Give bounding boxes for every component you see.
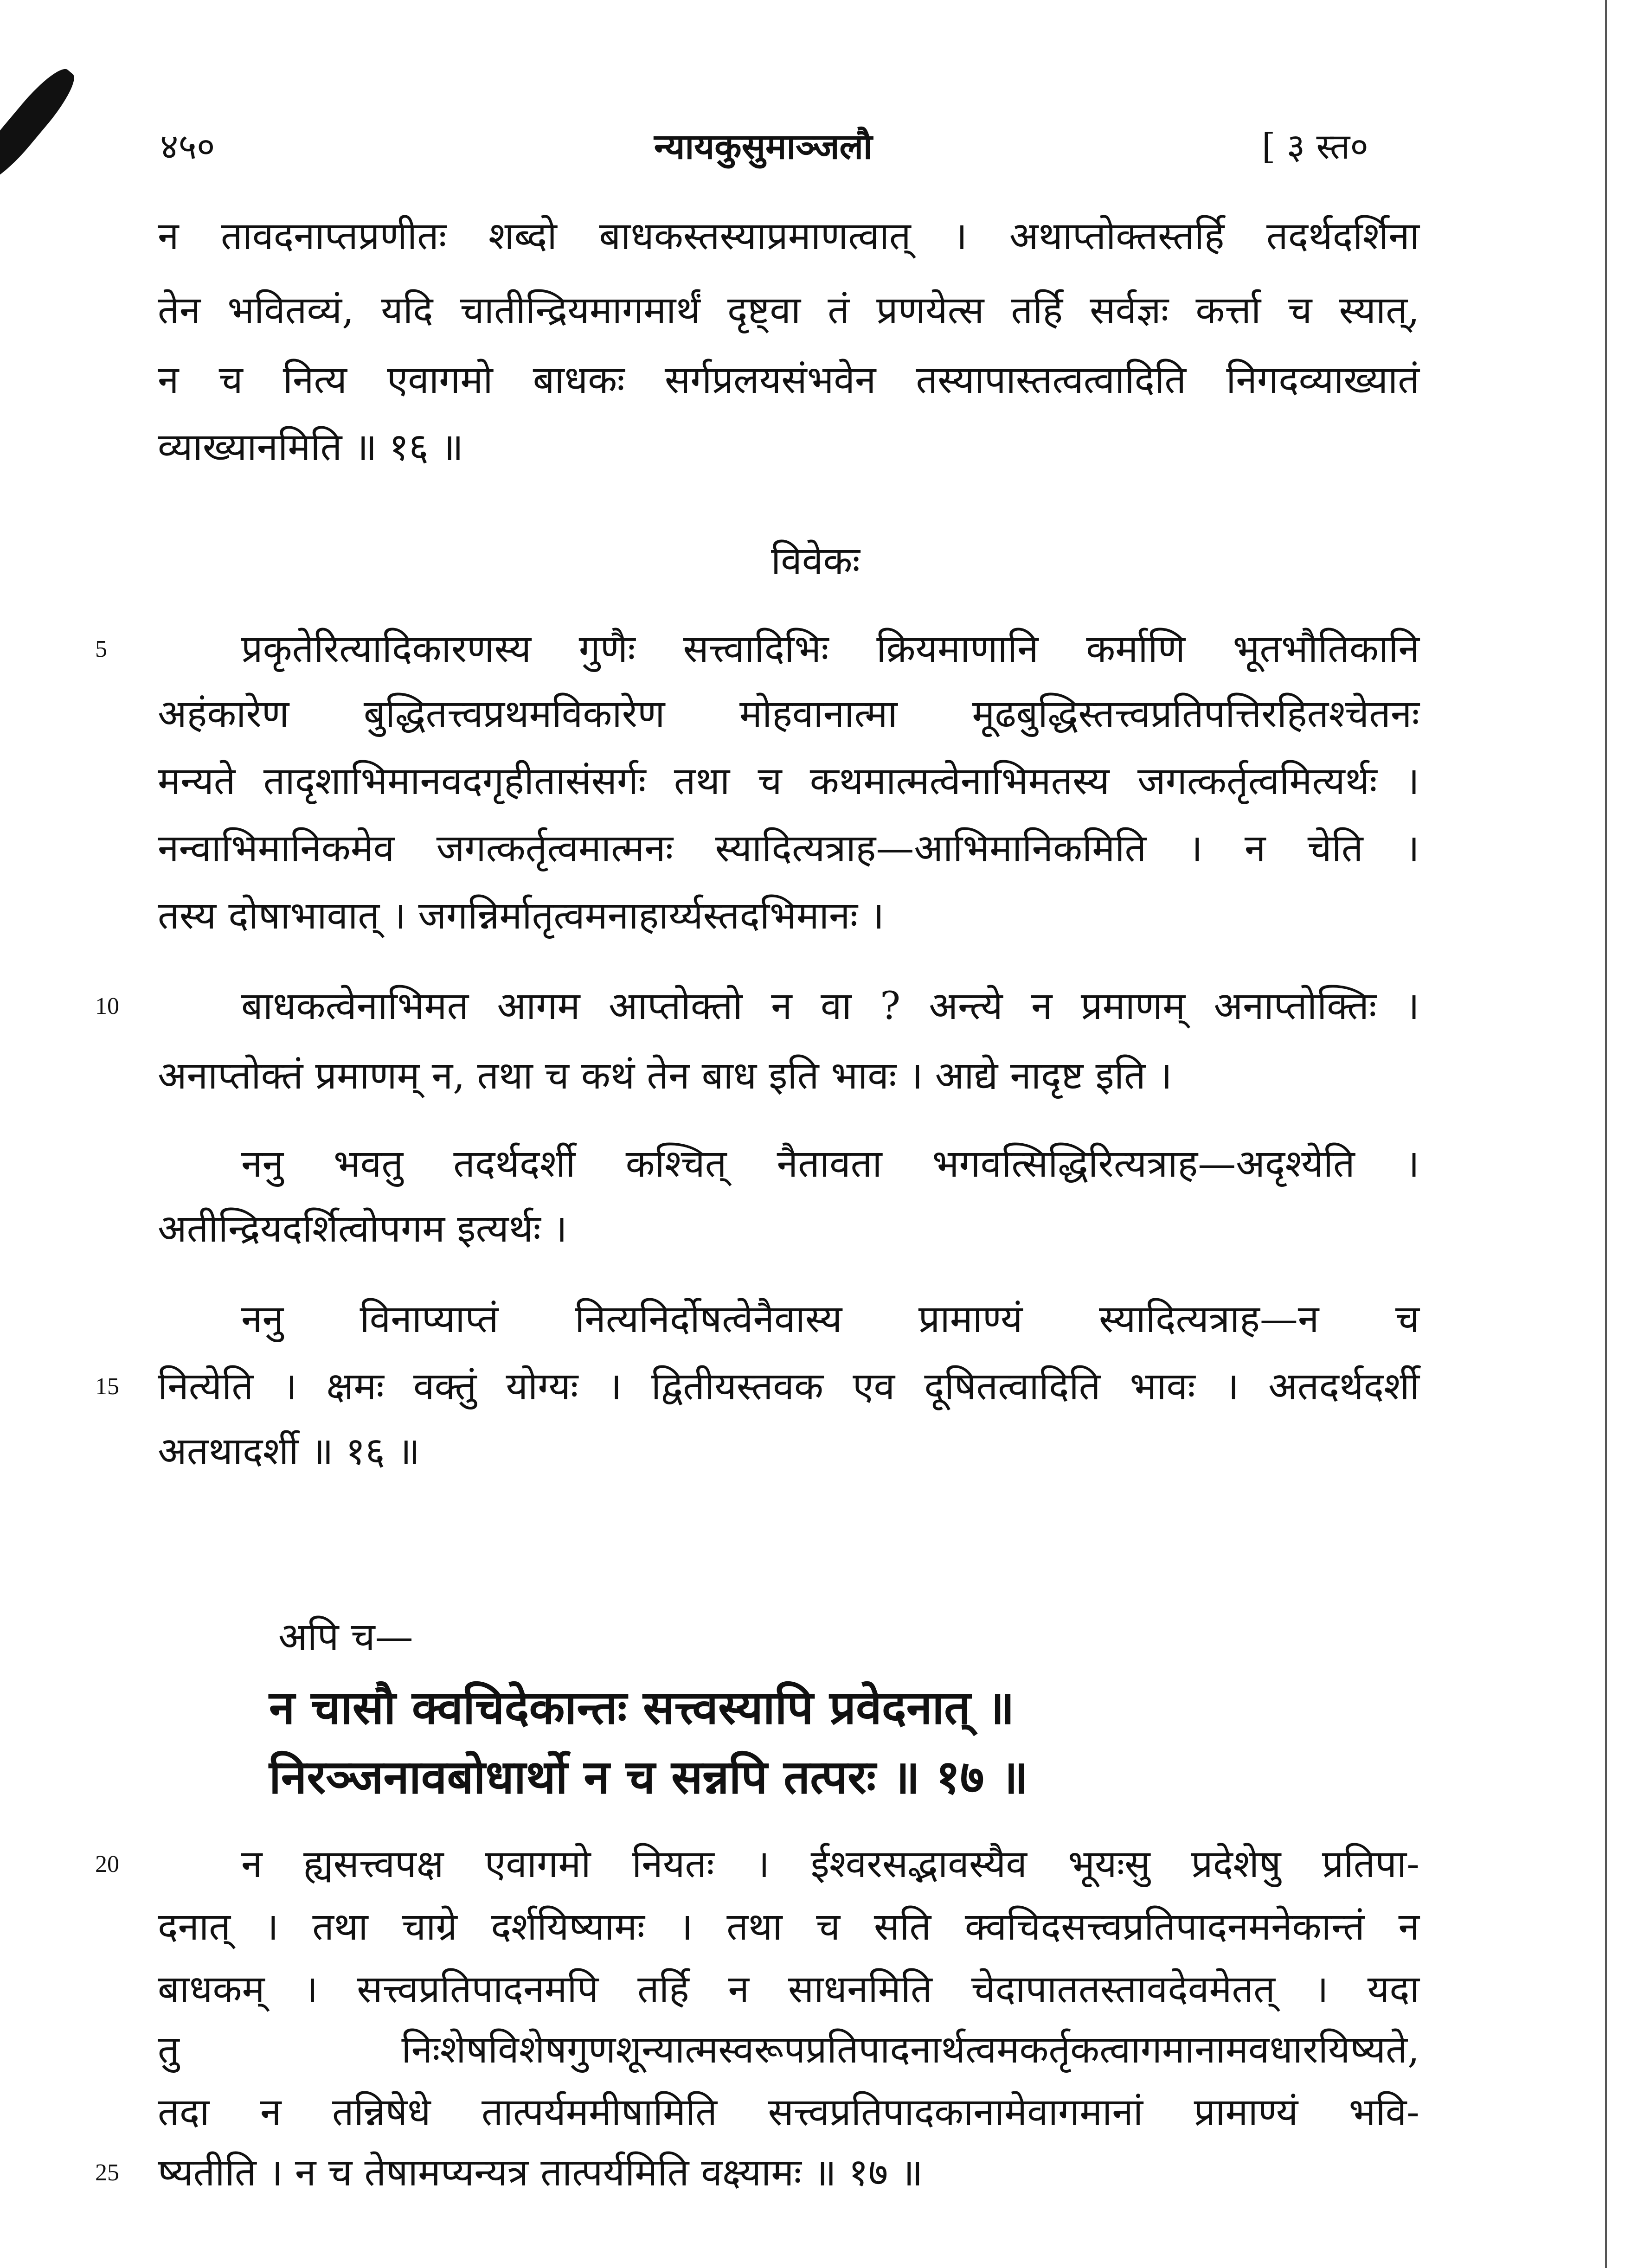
commentary-line: तु निःशेषविशेषगुणशून्यात्मस्वरूपप्रतिपादनार्थत्वमकर्तृकत्वागमानामवधारयिष्यते,: [158, 2028, 1419, 2072]
commentary-line: दनात् । तथा चाग्रे दर्शयिष्यामः । तथा च सति क्वचिदसत्त्वप्रतिपादनमनेकान्तं न: [158, 1905, 1419, 1949]
viveka-line: बाधकत्वेनाभिमत आगम आप्तोक्तो न वा ? अन्त्ये न प्रमाणम् अनाप्तोक्तिः ।: [241, 984, 1419, 1028]
commentary-line: न ह्यसत्त्वपक्ष एवागमो नियतः । ईश्वरसद्भावस्यैव भूयःसु प्रदेशेषु प्रतिपा-: [241, 1842, 1419, 1886]
viveka-line: मन्यते तादृशाभिमानवदगृहीतासंसर्गः तथा च कथमात्मत्वेनाभिमतस्य जगत्कर्तृत्वमित्यर्थः ।: [158, 759, 1419, 803]
commentary-line: न च नित्य एवागमो बाधकः सर्गप्रलयसंभवेन तस्यापास्तत्वत्वादिति निगदव्याख्यातं: [158, 358, 1419, 402]
page-number: ४५०: [160, 126, 215, 167]
verse-line-2: निरञ्जनावबोधार्थो न च सन्नपि तत्परः ॥ १७ ॥: [269, 1749, 1028, 1804]
section-marker: [ ३ स्त०: [1262, 126, 1368, 167]
viveka-line: ननु विनाप्याप्तं नित्यनिर्दोषत्वेनैवास्य प्रामाण्यं स्यादित्यत्राह—न च: [241, 1297, 1419, 1341]
viveka-line: नित्येति । क्षमः वक्तुं योग्यः । द्वितीयस्तवक एव दूषितत्वादिति भावः । अतदर्थदर्शी: [158, 1365, 1419, 1409]
api-cha-label: अपि च—: [278, 1615, 413, 1659]
scan-smudge-top-left: [0, 62, 83, 189]
commentary-line: व्याख्यानमिति ॥ १६ ॥: [158, 425, 464, 469]
section-heading-viveka: विवेकः: [771, 539, 860, 583]
viveka-line: तस्य दोषाभावात् । जगन्निर्मातृत्वमनाहार्य्यस्तदभिमानः ।: [158, 894, 885, 938]
commentary-line: बाधकम् । सत्त्वप्रतिपादनमपि तर्हि न साधनमिति चेदापाततस्तावदेवमेतत् । यदा: [158, 1967, 1419, 2012]
commentary-line: तेन भवितव्यं, यदि चातीन्द्रियमागमार्थं दृष्ट्वा तं प्रणयेत्स तर्हि सर्वज्ञः कर्त्ता च स्यात्,: [158, 288, 1419, 333]
running-title: न्यायकुसुमाञ्जलौ: [654, 126, 873, 167]
line-number: 15: [95, 1373, 119, 1400]
viveka-line: नन्वाभिमानिकमेव जगत्कर्तृत्वमात्मनः स्यादित्यत्राह—आभिमानिकमिति । न चेति ।: [158, 826, 1419, 871]
viveka-line: अतीन्द्रियदर्शित्वोपगम इत्यर्थः ।: [158, 1207, 567, 1251]
verse-line-1: न चासौ क्वचिदेकान्तः सत्त्वस्यापि प्रवेदनात् ॥: [269, 1680, 1015, 1735]
line-number: 25: [95, 2159, 119, 2186]
viveka-line: अनाप्तोक्तं प्रमाणम् न, तथा च कथं तेन बाध इति भावः । आद्ये नादृष्ट इति ।: [158, 1054, 1172, 1098]
line-number: 10: [95, 993, 119, 1019]
viveka-line: ननु भवतु तदर्थदर्शी कश्चित् नैतावता भगवत्सिद्धिरित्यत्राह—अदृश्येति ।: [241, 1142, 1419, 1186]
viveka-line: अतथादर्शी ॥ १६ ॥: [158, 1429, 420, 1474]
viveka-line: अहंकारेण बुद्धितत्त्वप्रथमविकारेण मोहवानात्मा मूढबुद्धिस्तत्त्वप्रतिपत्तिरहितश्चेतनः: [158, 692, 1419, 736]
line-number: 5: [95, 636, 107, 662]
viveka-line: प्रकृतेरित्यादिकारणस्य गुणैः सत्त्वादिभिः क्रियमाणानि कर्माणि भूतभौतिकानि: [241, 627, 1419, 671]
line-number: 20: [95, 1851, 119, 1877]
commentary-line: न तावदनाप्तप्रणीतः शब्दो बाधकस्तस्याप्रमाणत्वात् । अथाप्तोक्तस्तर्हि तदर्थदर्शिना: [158, 214, 1419, 258]
commentary-line: तदा न तन्निषेधे तात्पर्यममीषामिति सत्त्वप्रतिपादकानामेवागमानां प्रामाण्यं भवि-: [158, 2090, 1419, 2134]
commentary-line: ष्यतीति । न च तेषामप्यन्यत्र तात्पर्यमिति वक्ष्यामः ॥ १७ ॥: [158, 2151, 923, 2195]
scan-edge-line-right: [1605, 0, 1607, 2268]
